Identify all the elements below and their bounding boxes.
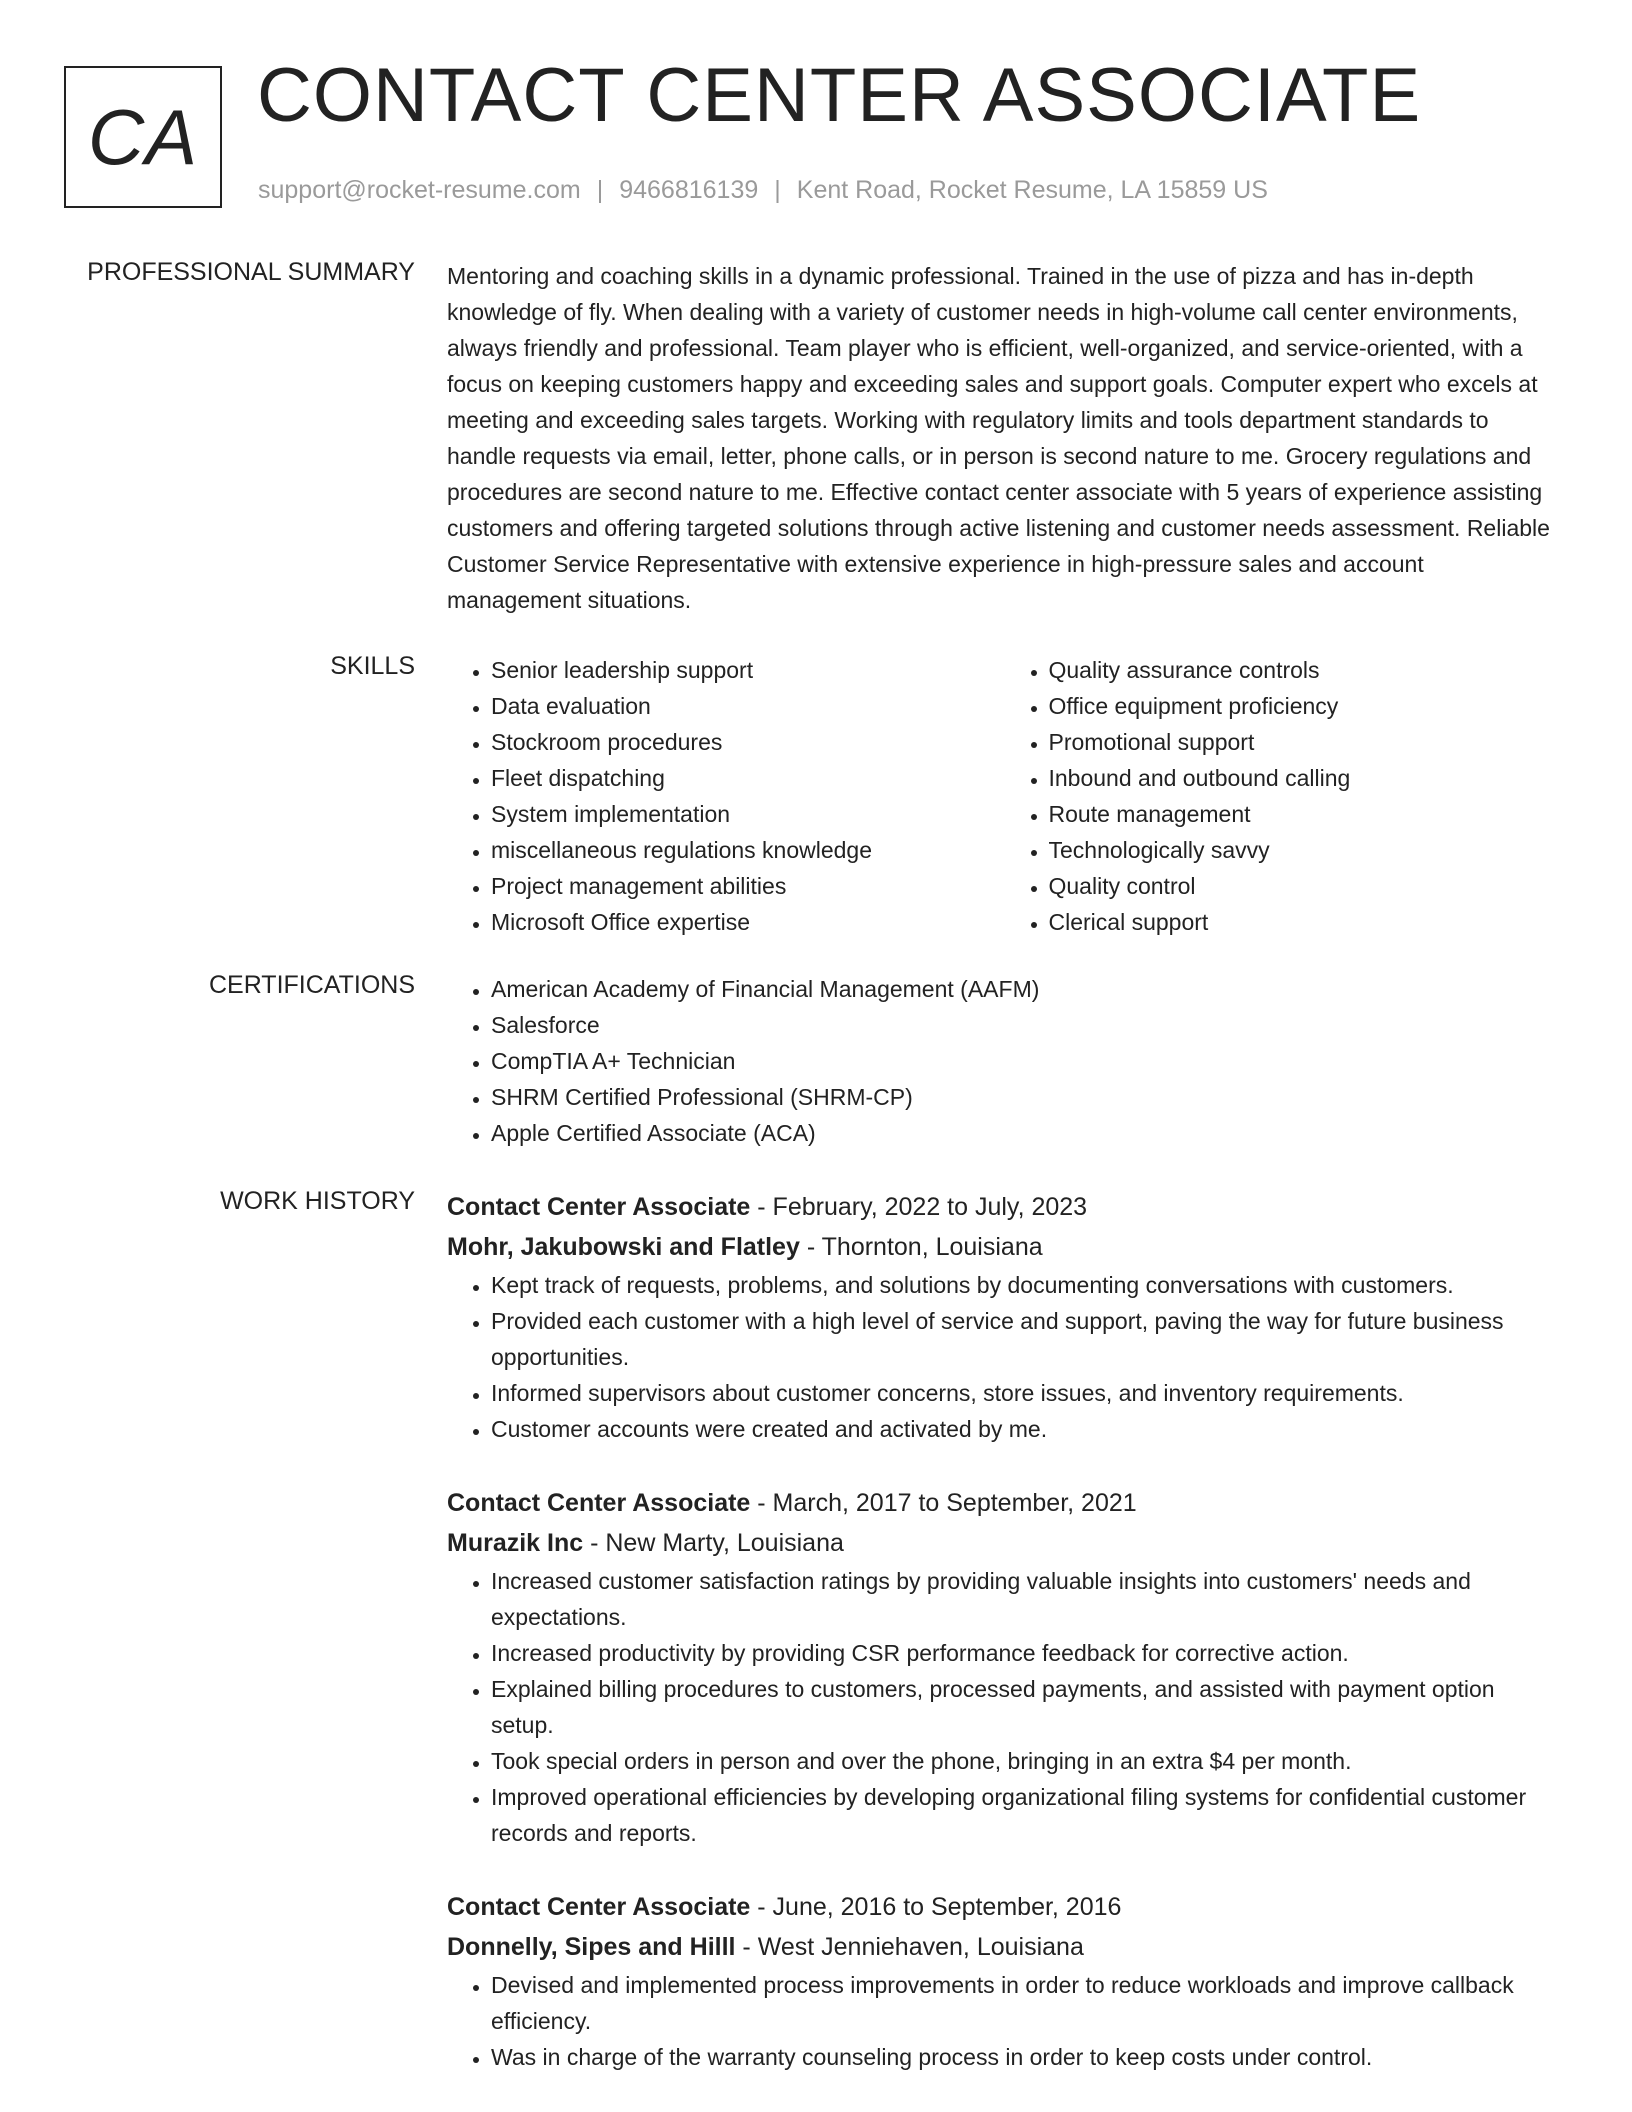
skill-item: • Route management xyxy=(1049,796,1563,832)
resume-title: CONTACT CENTER ASSOCIATE xyxy=(257,53,1422,138)
job-entry xyxy=(447,1187,1562,1447)
contact-separator: | xyxy=(596,176,604,204)
job-location: - New Marty, Louisiana xyxy=(583,1529,844,1557)
job-dates: - June, 2016 to September, 2016 xyxy=(750,1893,1122,1921)
skills-content xyxy=(447,652,1562,940)
skill-item: • Office equipment proficiency xyxy=(1049,688,1563,724)
job-title-line xyxy=(447,1887,1562,1927)
job-company-line xyxy=(447,1227,1562,1267)
certifications-content xyxy=(447,971,1562,1151)
job-bullet: • Kept track of requests, problems, and solutions by documenting conversations with customers. xyxy=(491,1267,1562,1303)
section-label-skills: SKILLS xyxy=(330,652,415,680)
section-label-summary: PROFESSIONAL SUMMARY xyxy=(87,258,415,286)
job-bullets xyxy=(447,1563,1562,1851)
skill-item: • Clerical support xyxy=(1049,904,1563,940)
job-title: Contact Center Associate xyxy=(447,1893,751,1921)
job-title-line xyxy=(447,1187,1562,1227)
job-bullet: • Was in charge of the warranty counseling process in order to keep costs under control. xyxy=(491,2039,1562,2075)
certification-item: • Salesforce xyxy=(491,1007,1562,1043)
section-label-work-history: WORK HISTORY xyxy=(220,1187,415,1215)
skill-item: • miscellaneous regulations knowledge xyxy=(491,832,1005,868)
job-company: Mohr, Jakubowski and Flatley xyxy=(447,1233,800,1261)
job-dates: - March, 2017 to September, 2021 xyxy=(750,1489,1137,1517)
job-bullet: • Took special orders in person and over the phone, bringing in an extra $4 per month. xyxy=(491,1743,1562,1779)
job-bullet: • Explained billing procedures to customers, processed payments, and assisted with payment option setup. xyxy=(491,1671,1562,1743)
skill-item: • Promotional support xyxy=(1049,724,1563,760)
contact-separator: | xyxy=(774,176,781,204)
job-bullet: • Provided each customer with a high level of service and support, paving the way for future business opportunities. xyxy=(491,1303,1562,1375)
certification-item: • CompTIA A+ Technician xyxy=(491,1043,1562,1079)
job-bullet: • Customer accounts were created and activated by me. xyxy=(491,1411,1562,1447)
job-entry xyxy=(447,1483,1562,1851)
job-location: - Thornton, Louisiana xyxy=(799,1233,1043,1261)
summary-content xyxy=(447,258,1562,618)
address: Kent Road, Rocket Resume, LA 15859 US xyxy=(796,176,1268,204)
skill-item: • Data evaluation xyxy=(491,688,1005,724)
job-entry xyxy=(447,1887,1562,2075)
skill-item: • Quality assurance controls xyxy=(1049,652,1563,688)
contact-line xyxy=(258,176,1268,205)
job-location: - West Jenniehaven, Louisiana xyxy=(735,1933,1084,1961)
skill-item: • Quality control xyxy=(1049,868,1563,904)
job-bullet: • Increased customer satisfaction ratings by providing valuable insights into customers' needs and expectations. xyxy=(491,1563,1562,1635)
skill-item: • Technologically savvy xyxy=(1049,832,1563,868)
skills-list-left xyxy=(447,652,1005,940)
summary-text: Mentoring and coaching skills in a dynamic professional. Trained in the use of pizza and has in-depth knowledge of fly. When dealing with a variety of customer needs in high-volume call center environments, always friendly and professional. Team player who is efficient, well-organized, and service-oriented, with a focus on keeping customers happy and exceeding sales and support goals. Computer expert who excels at meeting and exceeding sales targets. Working with regulatory limits and tools department standards to handle requests via email, letter, phone calls, or in person is second nature to me. Grocery regulations and procedures are second nature to me. Effective contact center associate with 5 years of experience assisting customers and offering targeted solutions through active listening and customer needs assessment. Reliable Customer Service Representative with extensive experience in high-pressure sales and account management situations. xyxy=(447,263,1550,613)
skill-item: • Microsoft Office expertise xyxy=(491,904,1005,940)
initials-monogram: CA xyxy=(64,66,222,208)
job-bullet: • Improved operational efficiencies by developing organizational filing systems for confidential customer records and reports. xyxy=(491,1779,1562,1851)
job-bullets xyxy=(447,1967,1562,2075)
certifications-list xyxy=(447,971,1562,1151)
job-company: Murazik Inc xyxy=(447,1529,584,1557)
job-bullet: • Devised and implemented process improvements in order to reduce workloads and improve callback efficiency. xyxy=(491,1967,1562,2039)
job-bullets xyxy=(447,1267,1562,1447)
job-company: Donnelly, Sipes and Hilll xyxy=(447,1933,736,1961)
job-title-line xyxy=(447,1483,1562,1523)
email-link[interactable]: support@rocket-resume.com xyxy=(258,176,581,204)
skill-item: • Inbound and outbound calling xyxy=(1049,760,1563,796)
certification-item: • SHRM Certified Professional (SHRM-CP) xyxy=(491,1079,1562,1115)
phone-number: 9466816139 xyxy=(619,176,759,204)
skills-list-right xyxy=(1005,652,1563,940)
job-bullet: • Informed supervisors about customer concerns, store issues, and inventory requirements. xyxy=(491,1375,1562,1411)
certification-item: • American Academy of Financial Management (AAFM) xyxy=(491,971,1562,1007)
job-title: Contact Center Associate xyxy=(447,1193,751,1221)
job-company-line xyxy=(447,1927,1562,1967)
job-title: Contact Center Associate xyxy=(447,1489,751,1517)
job-company-line xyxy=(447,1523,1562,1563)
skill-item: • Project management abilities xyxy=(491,868,1005,904)
certification-item: • Apple Certified Associate (ACA) xyxy=(491,1115,1562,1151)
skill-item: • Fleet dispatching xyxy=(491,760,1005,796)
work-history-content xyxy=(447,1187,1562,2111)
section-label-certifications: CERTIFICATIONS xyxy=(208,971,415,999)
skill-item: • Senior leadership support xyxy=(491,652,1005,688)
job-bullet: • Increased productivity by providing CSR performance feedback for corrective action. xyxy=(491,1635,1562,1671)
job-dates: - February, 2022 to July, 2023 xyxy=(750,1193,1088,1221)
skill-item: • System implementation xyxy=(491,796,1005,832)
skill-item: • Stockroom procedures xyxy=(491,724,1005,760)
